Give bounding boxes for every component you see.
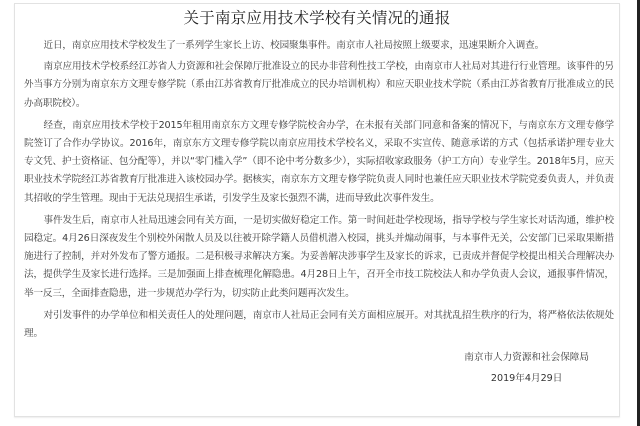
issue-date: 2019年4月29日 xyxy=(490,373,563,384)
paragraph-intro: 近日，南京应用技术学校发生了一系列学生家长上访、校园聚集事件。南京市人社局按照上级要求，迅速果断介入调查。 xyxy=(43,40,545,51)
notice-panel xyxy=(14,3,620,417)
signature-block xyxy=(464,347,589,389)
issuer-name: 南京市人力资源和社会保障局 xyxy=(464,352,589,363)
page-title: 关于南京应用技术学校有关情况的通报 xyxy=(183,9,451,27)
paragraph-handling: 对引发事件的办学单位和相关责任人的处理问题，南京市人社局正会同有关方面相应展开。对其扰乱招生秩序的行为，将严格依法依规处理。 xyxy=(24,309,614,340)
paragraph-response: 事件发生后，南京市人社局迅速会同有关方面，一是切实做好稳定工作。第一时间赶赴学校现场，指导学校与学生家长对话沟通，维护校园稳定。4月26日深夜发生个别校外闲散人员及以往被开除学籍人员借机潜入校园，挑头并煽动闹事，与本事件无关，公安部门已采取果断措施进行了控制，并对外发布了警方通报。二是积极寻求解决方案。为妥善解决涉事学生及家长的诉求，已责成并督促学校提出相关合理解决办法，提供学生及家长进行选择。三是加强面上排查梳理化解隐患。4月28日上午，召开全市技工院校法人和办学负责人会议，通报事件情况，举一反三，全面排查隐患，进一步规范办学行为，切实防止此类问题再次发生。 xyxy=(24,214,614,299)
notice-body xyxy=(24,37,614,347)
paragraph-background: 南京应用技术学校系经江苏省人力资源和社会保障厅批准设立的民办非营利性技工学校，由南京市人社局对其进行行业管理。该事件的另外当事方分别为南京东方文理专修学院（系由江苏省教育厅批准成立的民办培训机构）和应天职业技术学院（系由江苏省教育厅批准成立的民办高职院校）。 xyxy=(24,61,614,109)
paragraph-investigation: 经查，南京应用技术学校于2015年租用南京东方文理专修学院校舍办学，在未报有关部门同意和备案的情况下，与南京东方文理专修学院签订了合作办学协议。2016年，南京东方文理专修学院以南京应用技术学校名义，采取不实宣传、随意承诺的方式（包括承诺护理专业大专文凭、护士资格证、包分配等），并以“零门槛入学”（即不论中考分数多少），实际招收家政服务（护工方向）专业学生。2018年5月，应天职业技术学院经江苏省教育厅批准进入该校园办学。据核实，南京东方文理专修学院负责人同时也兼任应天职业技术学院党委负责人，并负责其招收的学生管理。现由于无法兑现招生承诺，引发学生及家长强烈不满，进而导致此次事件发生。 xyxy=(24,119,614,204)
